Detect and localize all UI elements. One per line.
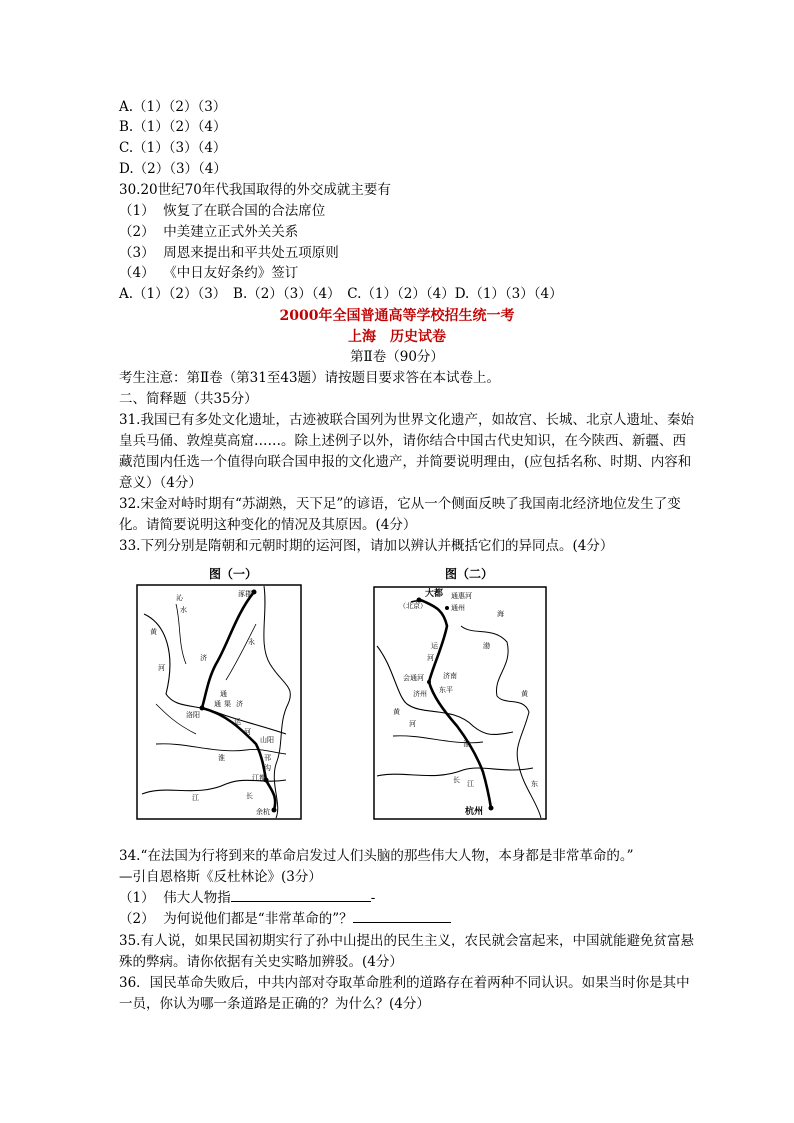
map1-label-tong2: 通: [214, 700, 221, 708]
q29-option-b: B.（1）（2）（4）: [119, 119, 227, 135]
q30-item-2-num: （2）: [119, 224, 155, 240]
map1-label-gou: 沟: [264, 764, 271, 772]
q33: 33.下列分别是隋朝和元朝时期的运河图，请加以辨认并概括它们的异同点。(4分）: [119, 538, 614, 554]
map1-label-qu: 渠: [224, 700, 231, 708]
map1-place-zhuojun: 涿郡: [238, 590, 252, 598]
notice: 考生注意：第Ⅱ卷（第31至43题）请按题目要求答在本试卷上。: [119, 370, 501, 386]
fig2-label: 图（二）: [445, 567, 494, 581]
map2-place-hangzhou: 杭州: [465, 807, 484, 817]
q32: 32.宋金对峙时期有“苏湖熟，天下足”的谚语，它从一个侧面反映了我国南北经济地位发生了变化。请简要说明这种变化的情况及其原因。(4分）: [119, 496, 681, 533]
map2-label-chang: 长: [453, 776, 460, 784]
map2-place-tonghuihe: 通惠河: [451, 592, 472, 600]
map1-label-ji: 济: [200, 654, 207, 662]
map1-label-yong: 永: [248, 638, 255, 646]
q30-item-1-num: （1）: [119, 203, 155, 219]
q30-item-1: [119, 202, 325, 221]
map2-place-dongping: 东平: [439, 686, 453, 694]
fig1-label: 图（一）: [209, 567, 258, 581]
sui-canal-map: [136, 584, 302, 820]
q31: 31.我国已有多处文化遗址，古迹被联合国列为世界文化遗产，如故宫、长城、北京人遗址、秦始皇兵马俑、敦煌莫高窟……。除上述例子以外，请你结合中国古代史知识，在今陕西、新疆、西藏范围内任选一个值得向联合国申报的文化遗产，并简要说明理由，(应包括名称、时期、内容和意义）（4分）: [119, 412, 694, 491]
map1-place-yuhang: 余杭: [256, 808, 270, 816]
q29-option-c: C.（1）（3）（4）: [119, 140, 227, 156]
map2-place-dadu: 大都: [425, 589, 444, 599]
map2-place-jizhou: 济州: [413, 690, 427, 698]
q30-item-4: [119, 264, 298, 283]
map2-place-beijing: （北京）: [399, 602, 427, 610]
q30-item-3-text: 周恩来提出和平共处五项原则: [163, 245, 339, 261]
map2-label-hai: 海: [497, 610, 504, 618]
q35: 35.有人说，如果民国初期实行了孙中山提出的民生主义，农民就会富起来，中国就能避免贫富悬殊的弊病。请你依据有关史实略加辨驳。(4分）: [119, 933, 694, 970]
q30-item-4-text: 《中日友好条约》签订: [163, 265, 299, 281]
map2-label-jiang: 江: [467, 780, 474, 788]
q30-item-1-text: 恢复了在联合国的合法席位: [163, 203, 326, 219]
map2-place-jinan: 济南: [443, 672, 457, 680]
q30-options: A.（1）（2）（3） B.（2）（3）（4） C.（1）（2）（4）D.（1）（3）（4）: [119, 286, 563, 302]
q34-cite: —引自恩格斯《反杜林论》(3分）: [119, 869, 322, 885]
map2-label-bo: 渤: [483, 642, 490, 650]
map1-label-huai: 淮: [218, 754, 225, 762]
map1-label-ji2: 济: [236, 700, 243, 708]
map2-label-he2: 河: [427, 654, 434, 662]
q30-item-2: [119, 223, 298, 242]
map1-label-tong: 通: [220, 690, 227, 698]
map2-label-he: 河: [409, 720, 416, 728]
map2-label-dong: 东: [531, 780, 538, 788]
map2-label-huang: 黄: [393, 708, 400, 716]
q29-option-d: D.（2）（3）（4）: [119, 161, 227, 177]
q34-item-1-tail: -: [370, 890, 376, 906]
map1-label-shanyang: 山阳: [260, 736, 274, 744]
q36: 36．国民革命失败后，中共内部对夺取革命胜利的道路存在着两种不同认识。如果当时你是其中一员，你认为哪一条道路是正确的？为什么？(4分）: [119, 975, 690, 1012]
q34-item-1: [119, 889, 375, 908]
q34-item-2-text: 为何说他们都是“非常革命的”？: [163, 911, 353, 927]
map1-label-chang: 长: [246, 792, 253, 800]
q34-stem: 34.“在法国为行将到来的革命启发过人们头脑的那些伟大人物，本身都是非常革命的。”: [119, 848, 634, 864]
q34-answer-blank-2[interactable]: [353, 910, 451, 923]
map2-place-tongzhou: 通州: [451, 604, 465, 612]
part-heading: 第Ⅱ卷（90分）: [350, 349, 444, 365]
q34-item-2-num: （2）: [119, 911, 155, 927]
map1-label-huang: 黄: [150, 628, 157, 636]
exam-subtitle: 上海 历史试卷: [348, 329, 446, 345]
q30-item-3: [119, 244, 339, 263]
map1-label-han: 邗: [264, 754, 271, 762]
map1-label-he: 河: [158, 664, 165, 672]
q34-item-1-text: 伟大人物指: [163, 890, 231, 906]
yuan-canal-map: [373, 586, 547, 820]
map1-label-qin: 沁: [176, 594, 183, 602]
map1-label-shui: 水: [180, 606, 187, 614]
q30-stem: 30.20世纪70年代我国取得的外交成就主要有: [119, 182, 391, 198]
q30-item-4-num: （4）: [119, 265, 155, 281]
exam-title: 2000年全国普通高等学校招生统一考: [279, 308, 515, 324]
map2-label-yun: 运: [431, 642, 438, 650]
map1-label-yun: 运: [234, 718, 241, 726]
map1-label-he2: 河: [244, 728, 251, 736]
section-heading: 二、简释题（共35分）: [119, 391, 258, 407]
map1-place-jiangdu: 江都: [252, 774, 266, 782]
q34-item-2: [119, 910, 451, 929]
map2-label-huang2: 黄: [521, 690, 528, 698]
q34-answer-blank-1[interactable]: [231, 889, 371, 902]
q30-item-3-num: （3）: [119, 245, 155, 261]
map2-place-huitonghe: 会通河: [403, 674, 424, 682]
q34-item-1-num: （1）: [119, 890, 155, 906]
map1-place-luoyang: 洛阳: [186, 711, 200, 719]
map2-label-huai: 淮: [463, 740, 470, 748]
map1-label-jiang: 江: [192, 794, 199, 802]
q29-option-a: A.（1）（2）（3）: [119, 99, 227, 115]
q30-item-2-text: 中美建立正式外关关系: [163, 224, 299, 240]
